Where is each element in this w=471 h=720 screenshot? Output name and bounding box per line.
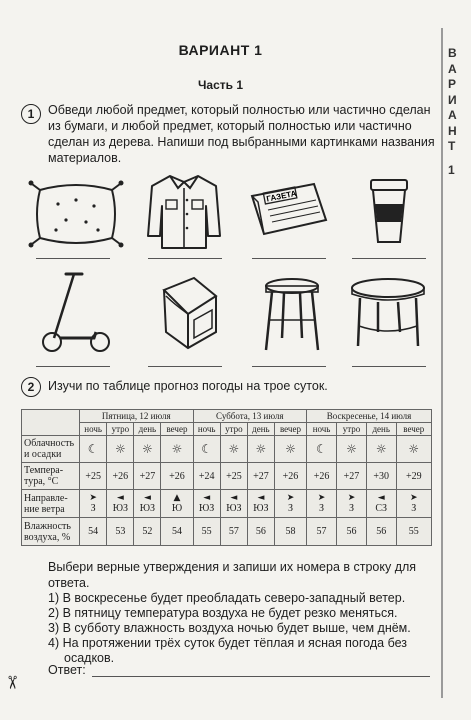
humidity-cell: 56: [337, 518, 367, 546]
wind-arrow-icon: ◄: [377, 492, 385, 503]
option-4: 4) На протяжении трёх суток будет тёплая и ясная погода без осадков.: [48, 636, 407, 665]
temperature-cell: +24: [193, 463, 220, 490]
day-header: Суббота, 13 июля: [193, 410, 307, 423]
side-variant-label: [448, 46, 468, 178]
wind-arrow-icon: ➤: [89, 492, 97, 503]
wind-direction: ЮЗ: [139, 502, 156, 514]
question-2-instruction: Выбери верные утверждения и запиши их номера в строку для ответа.: [48, 560, 417, 590]
answer-input-line[interactable]: [92, 676, 430, 677]
humidity-cell: 57: [307, 518, 337, 546]
time-of-day: вечер: [161, 423, 193, 436]
wind-arrow-icon: ▲: [173, 492, 181, 503]
newspaper-icon[interactable]: [248, 182, 330, 238]
variant-title: ВАРИАНТ 1: [178, 42, 263, 58]
moon-icon: ☾: [307, 436, 337, 463]
cup-icon[interactable]: [368, 178, 410, 244]
answer-line[interactable]: [148, 258, 222, 259]
newspaper-label: ГАЗЕТА: [265, 188, 298, 204]
answer-line[interactable]: [352, 258, 426, 259]
moon-icon: ☾: [80, 436, 107, 463]
sun-icon: ☼: [366, 436, 396, 463]
answer-line[interactable]: [252, 366, 326, 367]
shirt-icon[interactable]: [146, 172, 222, 250]
side-letter: А: [448, 108, 457, 122]
time-of-day: утро: [337, 423, 367, 436]
answer-line[interactable]: [36, 258, 110, 259]
table-row-humidity: [22, 518, 432, 546]
option-2: 2) В пятницу температура воздуха не будет резко меняться.: [48, 606, 398, 620]
wind-cell: [161, 490, 193, 518]
table-icon[interactable]: [348, 276, 428, 350]
sun-icon: ☼: [247, 436, 274, 463]
side-letter: Р: [448, 77, 457, 91]
temperature-cell: +25: [80, 463, 107, 490]
answer-line[interactable]: [252, 258, 326, 259]
time-of-day: день: [247, 423, 274, 436]
temperature-cell: +27: [134, 463, 161, 490]
wind-cell: [366, 490, 396, 518]
time-of-day: утро: [107, 423, 134, 436]
scooter-icon[interactable]: [38, 270, 114, 356]
wind-direction: ЮЗ: [226, 502, 242, 514]
wind-cell: [80, 490, 107, 518]
sun-icon: ☼: [220, 436, 247, 463]
side-letter: В: [448, 46, 457, 60]
time-of-day: ночь: [193, 423, 220, 436]
wind-arrow-icon: ◄: [116, 492, 124, 503]
wind-direction: СЗ: [375, 502, 388, 514]
temperature-cell: +27: [337, 463, 367, 490]
table-row-parts: [22, 423, 432, 436]
humidity-cell: 56: [247, 518, 274, 546]
humidity-cell: 54: [80, 518, 107, 546]
answer-line[interactable]: [352, 366, 426, 367]
side-letter: А: [448, 61, 457, 76]
day-header: Воскресенье, 14 июля: [307, 410, 432, 423]
wind-arrow-icon: ◄: [143, 492, 151, 503]
wind-arrow-icon: ◄: [257, 492, 265, 503]
wind-arrow-icon: ◄: [203, 492, 211, 503]
time-of-day: вечер: [274, 423, 306, 436]
humidity-cell: 55: [396, 518, 431, 546]
humidity-cell: 56: [366, 518, 396, 546]
row-label: Направле-ние ветра: [22, 490, 80, 518]
humidity-cell: 54: [161, 518, 193, 546]
wind-cell: [247, 490, 274, 518]
table-row-temperature: [22, 463, 432, 490]
wind-arrow-icon: ➤: [347, 492, 356, 503]
sun-icon: ☼: [337, 436, 367, 463]
wind-direction: Ю: [171, 502, 183, 514]
weather-forecast-table: [21, 409, 432, 546]
time-of-day: ночь: [307, 423, 337, 436]
scissors-icon: ✂: [1, 674, 23, 691]
sun-icon: ☼: [107, 436, 134, 463]
wind-direction: ЮЗ: [199, 502, 215, 514]
temperature-cell: +27: [247, 463, 274, 490]
humidity-cell: 58: [274, 518, 306, 546]
wind-direction: З: [348, 502, 354, 514]
wind-arrow-icon: ◄: [230, 492, 238, 503]
wind-direction: З: [90, 502, 96, 514]
table-row-sky: [22, 436, 432, 463]
temperature-cell: +26: [307, 463, 337, 490]
answer-line[interactable]: [148, 366, 222, 367]
side-letter: Т: [448, 139, 456, 153]
margin-divider: [441, 28, 443, 698]
question-number-1: 1: [21, 104, 41, 124]
answer-label: Ответ:: [48, 663, 86, 677]
temperature-cell: +30: [366, 463, 396, 490]
wind-cell: [307, 490, 337, 518]
sun-icon: ☼: [134, 436, 161, 463]
sun-icon: ☼: [396, 436, 431, 463]
time-of-day: вечер: [396, 423, 431, 436]
question-2-text: Изучи по таблице прогноз погоды на трое суток.: [48, 379, 328, 393]
table-row-wind: [22, 490, 432, 518]
table-row-days: [22, 410, 432, 423]
temperature-cell: +26: [161, 463, 193, 490]
row-label: Темпера-тура, °С: [22, 463, 80, 490]
temperature-cell: +29: [396, 463, 431, 490]
time-of-day: ночь: [80, 423, 107, 436]
wind-cell: [396, 490, 431, 518]
wind-direction: ЮЗ: [112, 502, 129, 514]
question-number-2: 2: [21, 377, 41, 397]
wind-cell: [107, 490, 134, 518]
sun-icon: ☼: [274, 436, 306, 463]
time-of-day: утро: [220, 423, 247, 436]
wind-direction: З: [287, 502, 293, 514]
side-letter: И: [448, 92, 457, 107]
question-1-text: Обведи любой предмет, который полностью или частично сделан из бумаги, и любой предмет, который полностью или частично сделан из дерева. Напиши под выбранными картинками названия материалов.: [48, 103, 435, 165]
time-of-day: день: [134, 423, 161, 436]
temperature-cell: +26: [107, 463, 134, 490]
pillow-icon[interactable]: [28, 178, 124, 250]
answer-line[interactable]: [36, 366, 110, 367]
sun-icon: ☼: [161, 436, 193, 463]
wind-direction: З: [319, 502, 325, 514]
side-letter: 1: [448, 162, 455, 177]
moon-icon: ☾: [193, 436, 220, 463]
row-label: Влажность воздуха, %: [22, 518, 80, 546]
wind-arrow-icon: ➤: [286, 492, 295, 503]
wind-direction: ЮЗ: [253, 502, 269, 514]
option-3: 3) В субботу влажность воздуха ночью будет выше, чем днём.: [48, 621, 411, 635]
day-header: Пятница, 12 июля: [80, 410, 194, 423]
humidity-cell: 52: [134, 518, 161, 546]
wind-arrow-icon: ➤: [410, 492, 418, 503]
humidity-cell: 53: [107, 518, 134, 546]
wind-cell: [220, 490, 247, 518]
humidity-cell: 57: [220, 518, 247, 546]
temperature-cell: +25: [220, 463, 247, 490]
wind-cell: [193, 490, 220, 518]
side-letter: Н: [448, 123, 457, 138]
table-corner: [22, 410, 80, 436]
temperature-cell: +26: [274, 463, 306, 490]
book-icon[interactable]: [154, 274, 220, 350]
stool-icon[interactable]: [262, 276, 322, 352]
humidity-cell: 55: [193, 518, 220, 546]
wind-cell: [337, 490, 367, 518]
wind-cell: [274, 490, 306, 518]
wind-cell: [134, 490, 161, 518]
wind-arrow-icon: ➤: [317, 492, 326, 503]
option-1: 1) В воскресенье будет преобладать северо-западный ветер.: [48, 591, 406, 605]
wind-direction: З: [411, 502, 417, 514]
part-title: Часть 1: [197, 78, 244, 92]
time-of-day: день: [366, 423, 396, 436]
row-label: Облачность и осадки: [22, 436, 80, 463]
